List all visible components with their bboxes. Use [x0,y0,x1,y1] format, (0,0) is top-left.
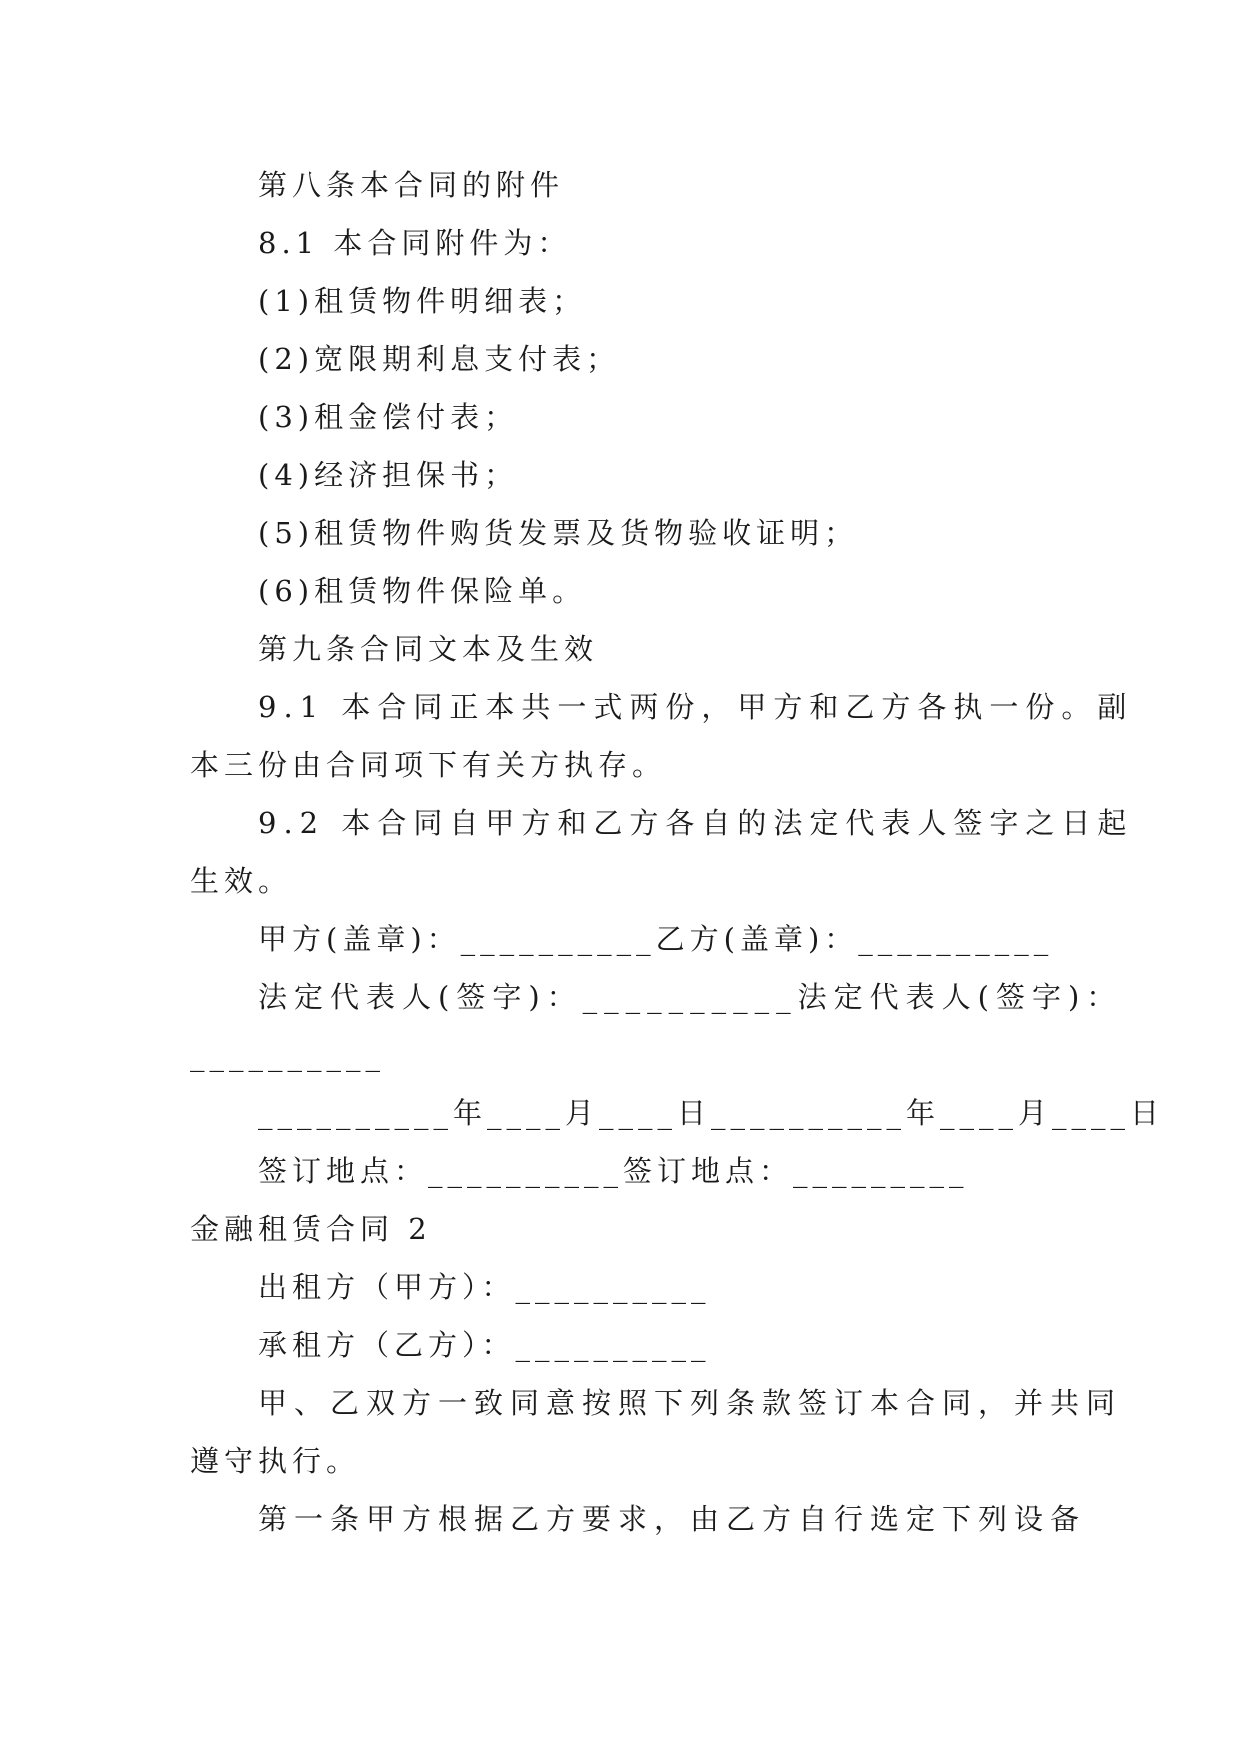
clause-8-1: 8.1 本合同附件为： [258,226,572,260]
article-1-text: 第一条甲方根据乙方要求，由乙方自行选定下列设备 [258,1502,1087,1536]
attachment-item-6: (6)租赁物件保险单。 [258,574,587,608]
lessee-line: 承租方（乙方）：__________ [258,1328,711,1362]
signing-place-line: 签订地点：__________签订地点：_________ [258,1154,969,1188]
clause-9-2-continued: 生效。 [190,864,293,898]
contract-2-title: 金融租赁合同 2 [190,1212,432,1246]
attachment-item-4: (4)经济担保书； [258,458,519,492]
signing-date-line: __________年____月____日__________年____月____日 [258,1096,1165,1130]
clause-9-2: 9.2 本合同自甲方和乙方各自的法定代表人签字之日起 [258,806,1134,840]
article-9-heading: 第九条合同文本及生效 [258,632,599,666]
clause-9-1: 9.1 本合同正本共一式两份，甲方和乙方各执一份。副 [258,690,1134,724]
clause-9-1-continued: 本三份由合同项下有关方执存。 [190,748,667,782]
agreement-paragraph-continued: 遵守执行。 [190,1444,361,1478]
attachment-item-3: (3)租金偿付表； [258,400,519,434]
lessor-line: 出租方（甲方）：__________ [258,1270,711,1304]
attachment-item-2: (2)宽限期利息支付表； [258,342,621,376]
attachment-item-1: (1)租赁物件明细表； [258,284,587,318]
article-8-heading: 第八条本合同的附件 [258,168,565,202]
legal-representative-line: 法定代表人(签字)：__________法定代表人(签字)： [258,980,1123,1014]
party-seal-line: 甲方(盖章)：__________乙方(盖章)：__________ [258,922,1054,956]
attachment-item-5: (5)租赁物件购货发票及货物验收证明； [258,516,859,550]
agreement-paragraph: 甲、乙双方一致同意按照下列条款签订本合同，并共同 [258,1386,1123,1420]
legal-representative-blank: __________ [190,1038,385,1072]
